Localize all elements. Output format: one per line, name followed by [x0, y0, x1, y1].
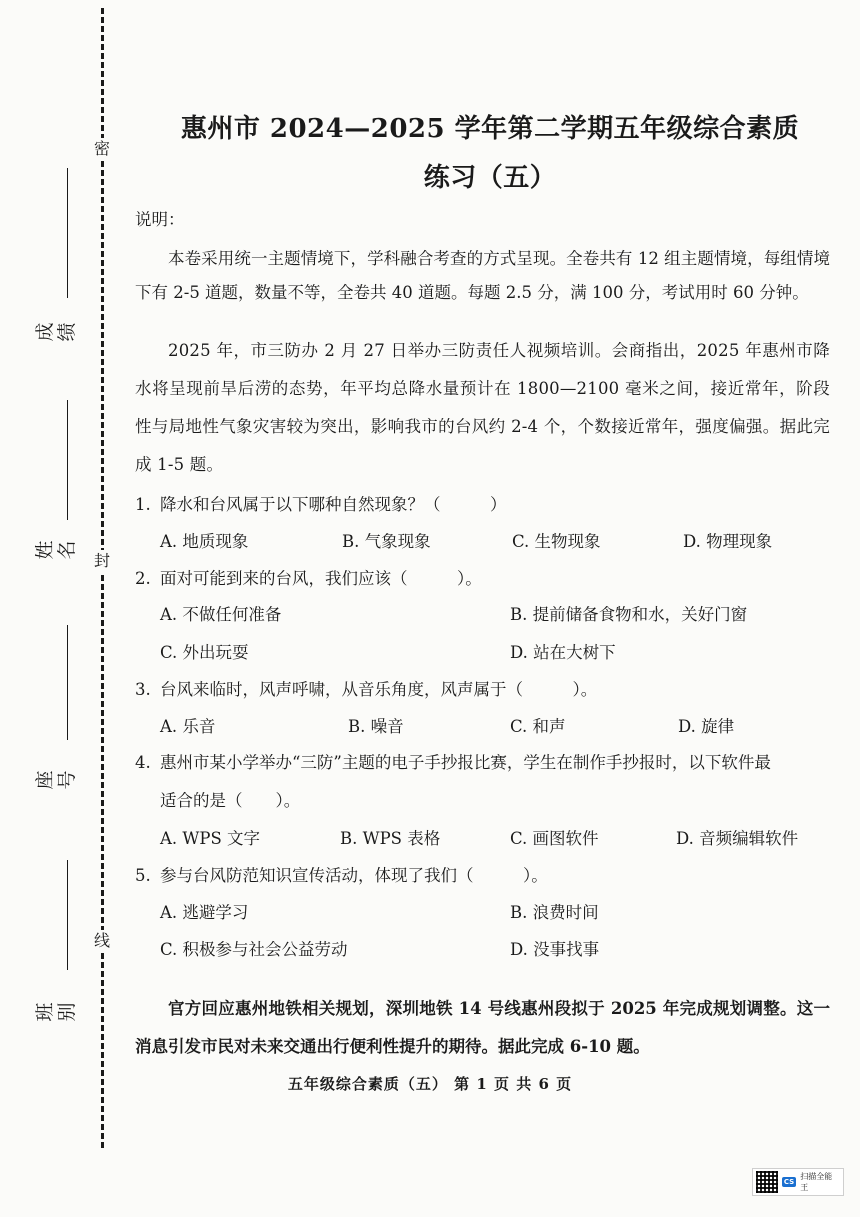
context-passage-2: 官方回应惠州地铁相关规划，深圳地铁 14 号线惠州段拟于 2025 年完成规划调整。这一消息引发市民对未来交通出行便利性提升的期待。据此完成 6-10 题。: [135, 999, 830, 1056]
page-footer: 五年级综合素质（五） 第 1 页 共 6 页: [287, 1075, 573, 1093]
q5-option-d: D. 没事找事: [510, 940, 600, 959]
q2-option-c: C. 外出玩耍: [160, 643, 249, 662]
question-1: [135, 488, 830, 522]
q5-option-a: A. 逃避学习: [160, 903, 249, 922]
qr-code-icon: [756, 1171, 778, 1193]
q4-option-b: B. WPS 表格: [340, 829, 441, 848]
seat-rule: [67, 625, 68, 740]
camscanner-logo: CS: [783, 1178, 795, 1186]
question-4: [135, 746, 830, 780]
q3-option-b: B. 噪音: [348, 717, 404, 736]
score-rule: [67, 168, 68, 298]
q1-option-b: B. 气象现象: [342, 532, 431, 551]
q4-option-c: C. 画图软件: [510, 829, 599, 848]
seal-char-feng: 封: [91, 550, 113, 572]
question-text: 参与台风防范知识宣传活动，体现了我们（ ）。: [160, 866, 548, 885]
scanner-watermark: [752, 1168, 844, 1196]
instructions-text: 本卷采用统一主题情境下，学科融合考查的方式呈现。全卷共有 12 组主题情境，每组情境下有 2-5 道题，数量不等，全卷共 40 道题。每题 2.5 分，满 100 分，考试用时 60 分钟。: [135, 249, 830, 302]
seal-char-mi: 密: [91, 138, 113, 160]
seal-dashed-line: [101, 8, 104, 1148]
exam-title: 惠州市 2024—2025 学年第二学期五年级综合素质: [180, 114, 800, 144]
question-text: 惠州市某小学举办“三防”主题的电子手抄报比赛，学生在制作手抄报时，以下软件最: [160, 753, 771, 772]
q1-option-a: A. 地质现象: [160, 532, 249, 551]
instructions-label: 说明：: [135, 210, 185, 229]
seat-label: 座号: [34, 770, 78, 790]
name-rule: [67, 400, 68, 520]
q4-option-d: D. 音频编辑软件: [676, 829, 799, 848]
question-number: 2.: [135, 569, 151, 588]
context-passage-1: 2025 年，市三防办 2 月 27 日举办三防责任人视频培训。会商指出，2025 年惠州市降水将呈现前旱后涝的态势，年平均总降水量预计在 1800—2100 毫米之间，接近常年，阶段性与局地性气象灾害较为突出，影响我市的台风约 2-4 个，个数接近常年，强度偏强。据此完成 1-5 题。: [135, 341, 830, 474]
question-text: 面对可能到来的台风，我们应该（ ）。: [160, 569, 482, 588]
question-number: 5.: [135, 866, 151, 885]
question-text: 降水和台风属于以下哪种自然现象？（ ）: [160, 495, 507, 514]
q4-option-a: A. WPS 文字: [160, 829, 261, 848]
q1-option-c: C. 生物现象: [512, 532, 601, 551]
q3-option-d: D. 旋律: [678, 717, 735, 736]
q5-option-c: C. 积极参与社会公益劳动: [160, 940, 348, 959]
question-5: [135, 859, 830, 893]
question-number: 4.: [135, 753, 151, 772]
q2-option-d: D. 站在大树下: [510, 643, 616, 662]
name-label: 姓名: [34, 540, 78, 560]
question-3: [135, 673, 830, 707]
question-4-continued: 适合的是（ ）。: [160, 791, 301, 810]
binding-margin: [0, 0, 125, 1217]
question-2: [135, 562, 830, 596]
question-text: 台风来临时，风声呼啸，从音乐角度，风声属于（ ）。: [160, 680, 598, 699]
exam-subtitle: 练习（五）: [423, 163, 557, 193]
q2-option-b: B. 提前储备食物和水，关好门窗: [510, 605, 748, 624]
class-label: 班别: [34, 1002, 78, 1022]
q1-option-d: D. 物理现象: [683, 532, 773, 551]
class-rule: [67, 860, 68, 970]
question-number: 1.: [135, 495, 151, 514]
q5-option-b: B. 浪费时间: [510, 903, 599, 922]
question-number: 3.: [135, 680, 151, 699]
scanner-app-name: 扫描全能王: [800, 1172, 833, 1192]
q3-option-c: C. 和声: [510, 717, 566, 736]
q2-option-a: A. 不做任何准备: [160, 605, 282, 624]
q3-option-a: A. 乐音: [160, 717, 216, 736]
seal-char-xian: 线: [91, 930, 113, 952]
score-label: 成绩: [34, 322, 78, 342]
